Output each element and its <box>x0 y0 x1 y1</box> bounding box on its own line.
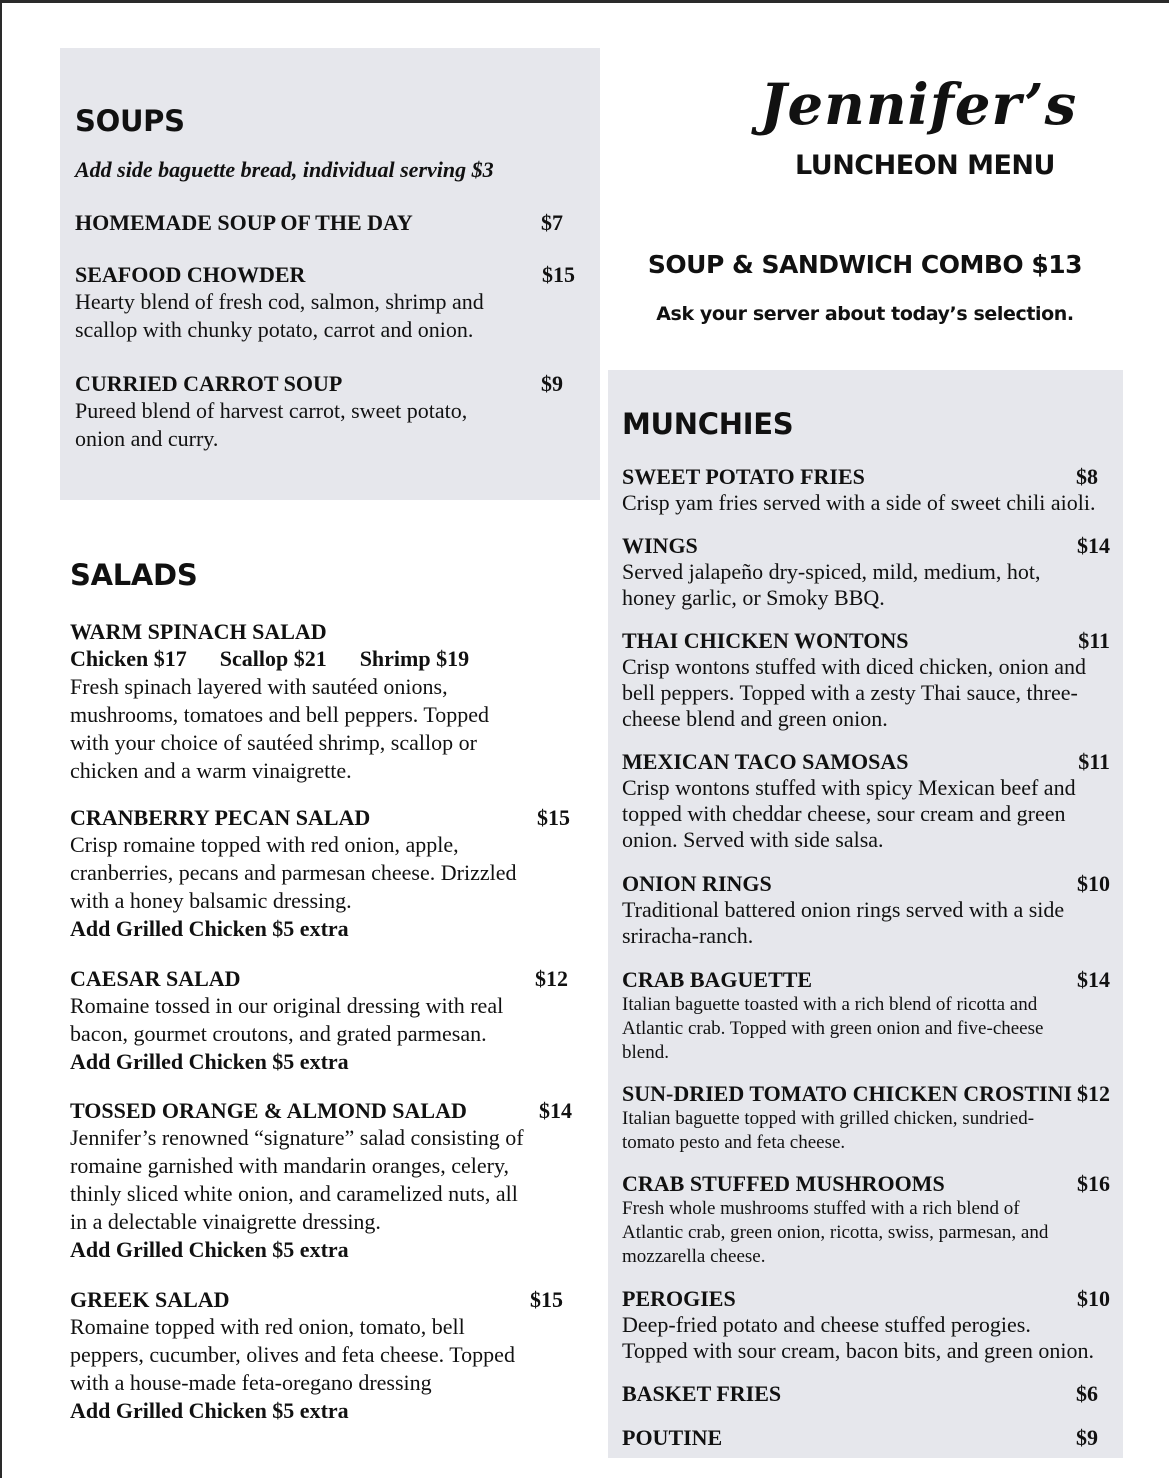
item-description: Italian baguette toasted with a rich blend of ricotta and Atlantic crab. Topped with green onion and five-cheese blend. <box>622 994 1044 1063</box>
item-name: ONION RINGS <box>622 871 772 896</box>
menu-item <box>622 1381 1098 1407</box>
item-price: $15 <box>537 805 570 830</box>
item-description: Pureed blend of harvest carrot, sweet potato, onion and curry. <box>75 398 468 451</box>
item-name: BASKET FRIES <box>622 1381 782 1406</box>
menu-item <box>70 1287 563 1425</box>
munchies-heading: MUNCHIES <box>622 407 794 441</box>
page-border-top <box>0 0 1169 3</box>
item-name: GREEK SALAD <box>70 1287 230 1312</box>
item-addon: Add Grilled Chicken $5 extra <box>70 1398 349 1423</box>
item-description: Romaine tossed in our original dressing with real bacon, gourmet croutons, and grated parmesan. <box>70 993 504 1046</box>
item-price: $15 <box>542 262 575 287</box>
item-name: CRANBERRY PECAN SALAD <box>70 805 371 830</box>
item-name: THAI CHICKEN WONTONS <box>622 628 909 653</box>
menu-item <box>622 871 1110 949</box>
item-price: $7 <box>541 210 563 235</box>
item-description: Crisp romaine topped with red onion, apple, cranberries, pecans and parmesan cheese. Drizzled with a honey balsamic dressing. <box>70 832 517 913</box>
item-price: $6 <box>1076 1381 1098 1406</box>
menu-item <box>622 464 1110 516</box>
item-name: WARM SPINACH SALAD <box>70 619 327 644</box>
item-price: $8 <box>1076 464 1098 489</box>
item-description: Crisp yam fries served with a side of sweet chili aioli. <box>622 490 1096 515</box>
item-description: Italian baguette topped with grilled chicken, sundried- tomato pesto and feta cheese. <box>622 1108 1035 1153</box>
item-name: CAESAR SALAD <box>70 966 241 991</box>
combo-heading: SOUP & SANDWICH COMBO $13 <box>647 250 1083 279</box>
menu-item <box>622 749 1110 853</box>
item-description: Served jalapeño dry-spiced, mild, medium, hot, honey garlic, or Smoky BBQ. <box>622 559 1041 610</box>
item-description: Crisp wontons stuffed with spicy Mexican beef and topped with cheddar cheese, sour cream and green onion. Served with side salsa. <box>622 775 1076 852</box>
menu-item <box>622 967 1110 1065</box>
soups-note: Add side baguette bread, individual serving $3 <box>75 157 494 182</box>
menu-item <box>70 619 580 785</box>
soups-heading: SOUPS <box>75 104 185 138</box>
item-description: Romaine topped with red onion, tomato, bell peppers, cucumber, olives and feta cheese. Topped with a house-made feta-oregano dressing <box>70 1314 515 1395</box>
item-price: $14 <box>539 1098 572 1123</box>
page-border-left <box>0 0 2 1478</box>
item-description: Crisp wontons stuffed with diced chicken, onion and bell peppers. Topped with a zesty Thai sauce, three- cheese blend and green onion. <box>622 654 1086 731</box>
brand-logo: Jennifer’s <box>760 72 1078 138</box>
menu-item <box>70 1098 572 1264</box>
item-description: Hearty blend of fresh cod, salmon, shrimp and scallop with chunky potato, carrot and onion. <box>75 289 484 342</box>
item-price: $9 <box>1076 1425 1098 1450</box>
item-name: SUN-DRIED TOMATO CHICKEN CROSTINI <box>622 1081 1073 1106</box>
menu-item <box>622 533 1110 611</box>
salads-heading: SALADS <box>70 558 198 592</box>
item-price: $16 <box>1077 1171 1110 1196</box>
item-name: MEXICAN TACO SAMOSAS <box>622 749 909 774</box>
item-name: CURRIED CARROT SOUP <box>75 371 343 396</box>
item-description: Fresh whole mushrooms stuffed with a rich blend of Atlantic crab, green onion, ricotta, swiss, parmesan, and mozzarella cheese. <box>622 1198 1049 1267</box>
item-price: $11 <box>1078 749 1110 774</box>
item-name: SEAFOOD CHOWDER <box>75 262 306 287</box>
menu-item <box>622 628 1110 732</box>
item-name: WINGS <box>622 533 698 558</box>
item-price: $15 <box>530 1287 563 1312</box>
item-description: Fresh spinach layered with sautéed onions, mushrooms, tomatoes and bell peppers. Topped with your choice of sautéed shrimp, scallop or chicken and a warm vinaigrette. <box>70 674 490 783</box>
item-name: SWEET POTATO FRIES <box>622 464 865 489</box>
item-name: PEROGIES <box>622 1286 736 1311</box>
item-price: $12 <box>535 966 568 991</box>
item-price: $14 <box>1077 533 1110 558</box>
item-description: Deep-fried potato and cheese stuffed perogies. Topped with sour cream, bacon bits, and green onion. <box>622 1312 1094 1363</box>
menu-item <box>75 210 563 236</box>
item-addon: Add Grilled Chicken $5 extra <box>70 916 349 941</box>
item-addon: Add Grilled Chicken $5 extra <box>70 1237 349 1262</box>
menu-subtitle: LUNCHEON MENU <box>795 150 1055 181</box>
menu-item <box>622 1425 1098 1451</box>
item-description: Traditional battered onion rings served with a side sriracha-ranch. <box>622 897 1065 948</box>
item-price: $9 <box>541 371 563 396</box>
menu-item <box>75 371 563 453</box>
menu-item <box>70 966 568 1076</box>
item-name: TOSSED ORANGE & ALMOND SALAD <box>70 1098 467 1123</box>
combo-note: Ask your server about today’s selection. <box>656 303 1074 325</box>
item-price: $10 <box>1077 1286 1110 1311</box>
item-description: Jennifer’s renowned “signature” salad consisting of romaine garnished with mandarin oranges, celery, thinly sliced white onion, and caramelized nuts, all in a delectable vinaigrette dressing. <box>70 1125 524 1234</box>
item-name: HOMEMADE SOUP OF THE DAY <box>75 210 413 235</box>
item-price: $12 <box>1077 1081 1110 1106</box>
menu-item <box>70 805 570 943</box>
item-options: Chicken $17 Scallop $21 Shrimp $19 <box>70 646 470 671</box>
item-price: $14 <box>1077 967 1110 992</box>
item-addon: Add Grilled Chicken $5 extra <box>70 1049 349 1074</box>
item-name: POUTINE <box>622 1425 723 1450</box>
menu-item <box>622 1171 1110 1269</box>
item-price: $10 <box>1077 871 1110 896</box>
item-name: CRAB BAGUETTE <box>622 967 813 992</box>
menu-item <box>75 262 575 344</box>
item-name: CRAB STUFFED MUSHROOMS <box>622 1171 945 1196</box>
menu-item <box>622 1081 1110 1155</box>
item-price: $11 <box>1078 628 1110 653</box>
menu-item <box>622 1286 1110 1364</box>
